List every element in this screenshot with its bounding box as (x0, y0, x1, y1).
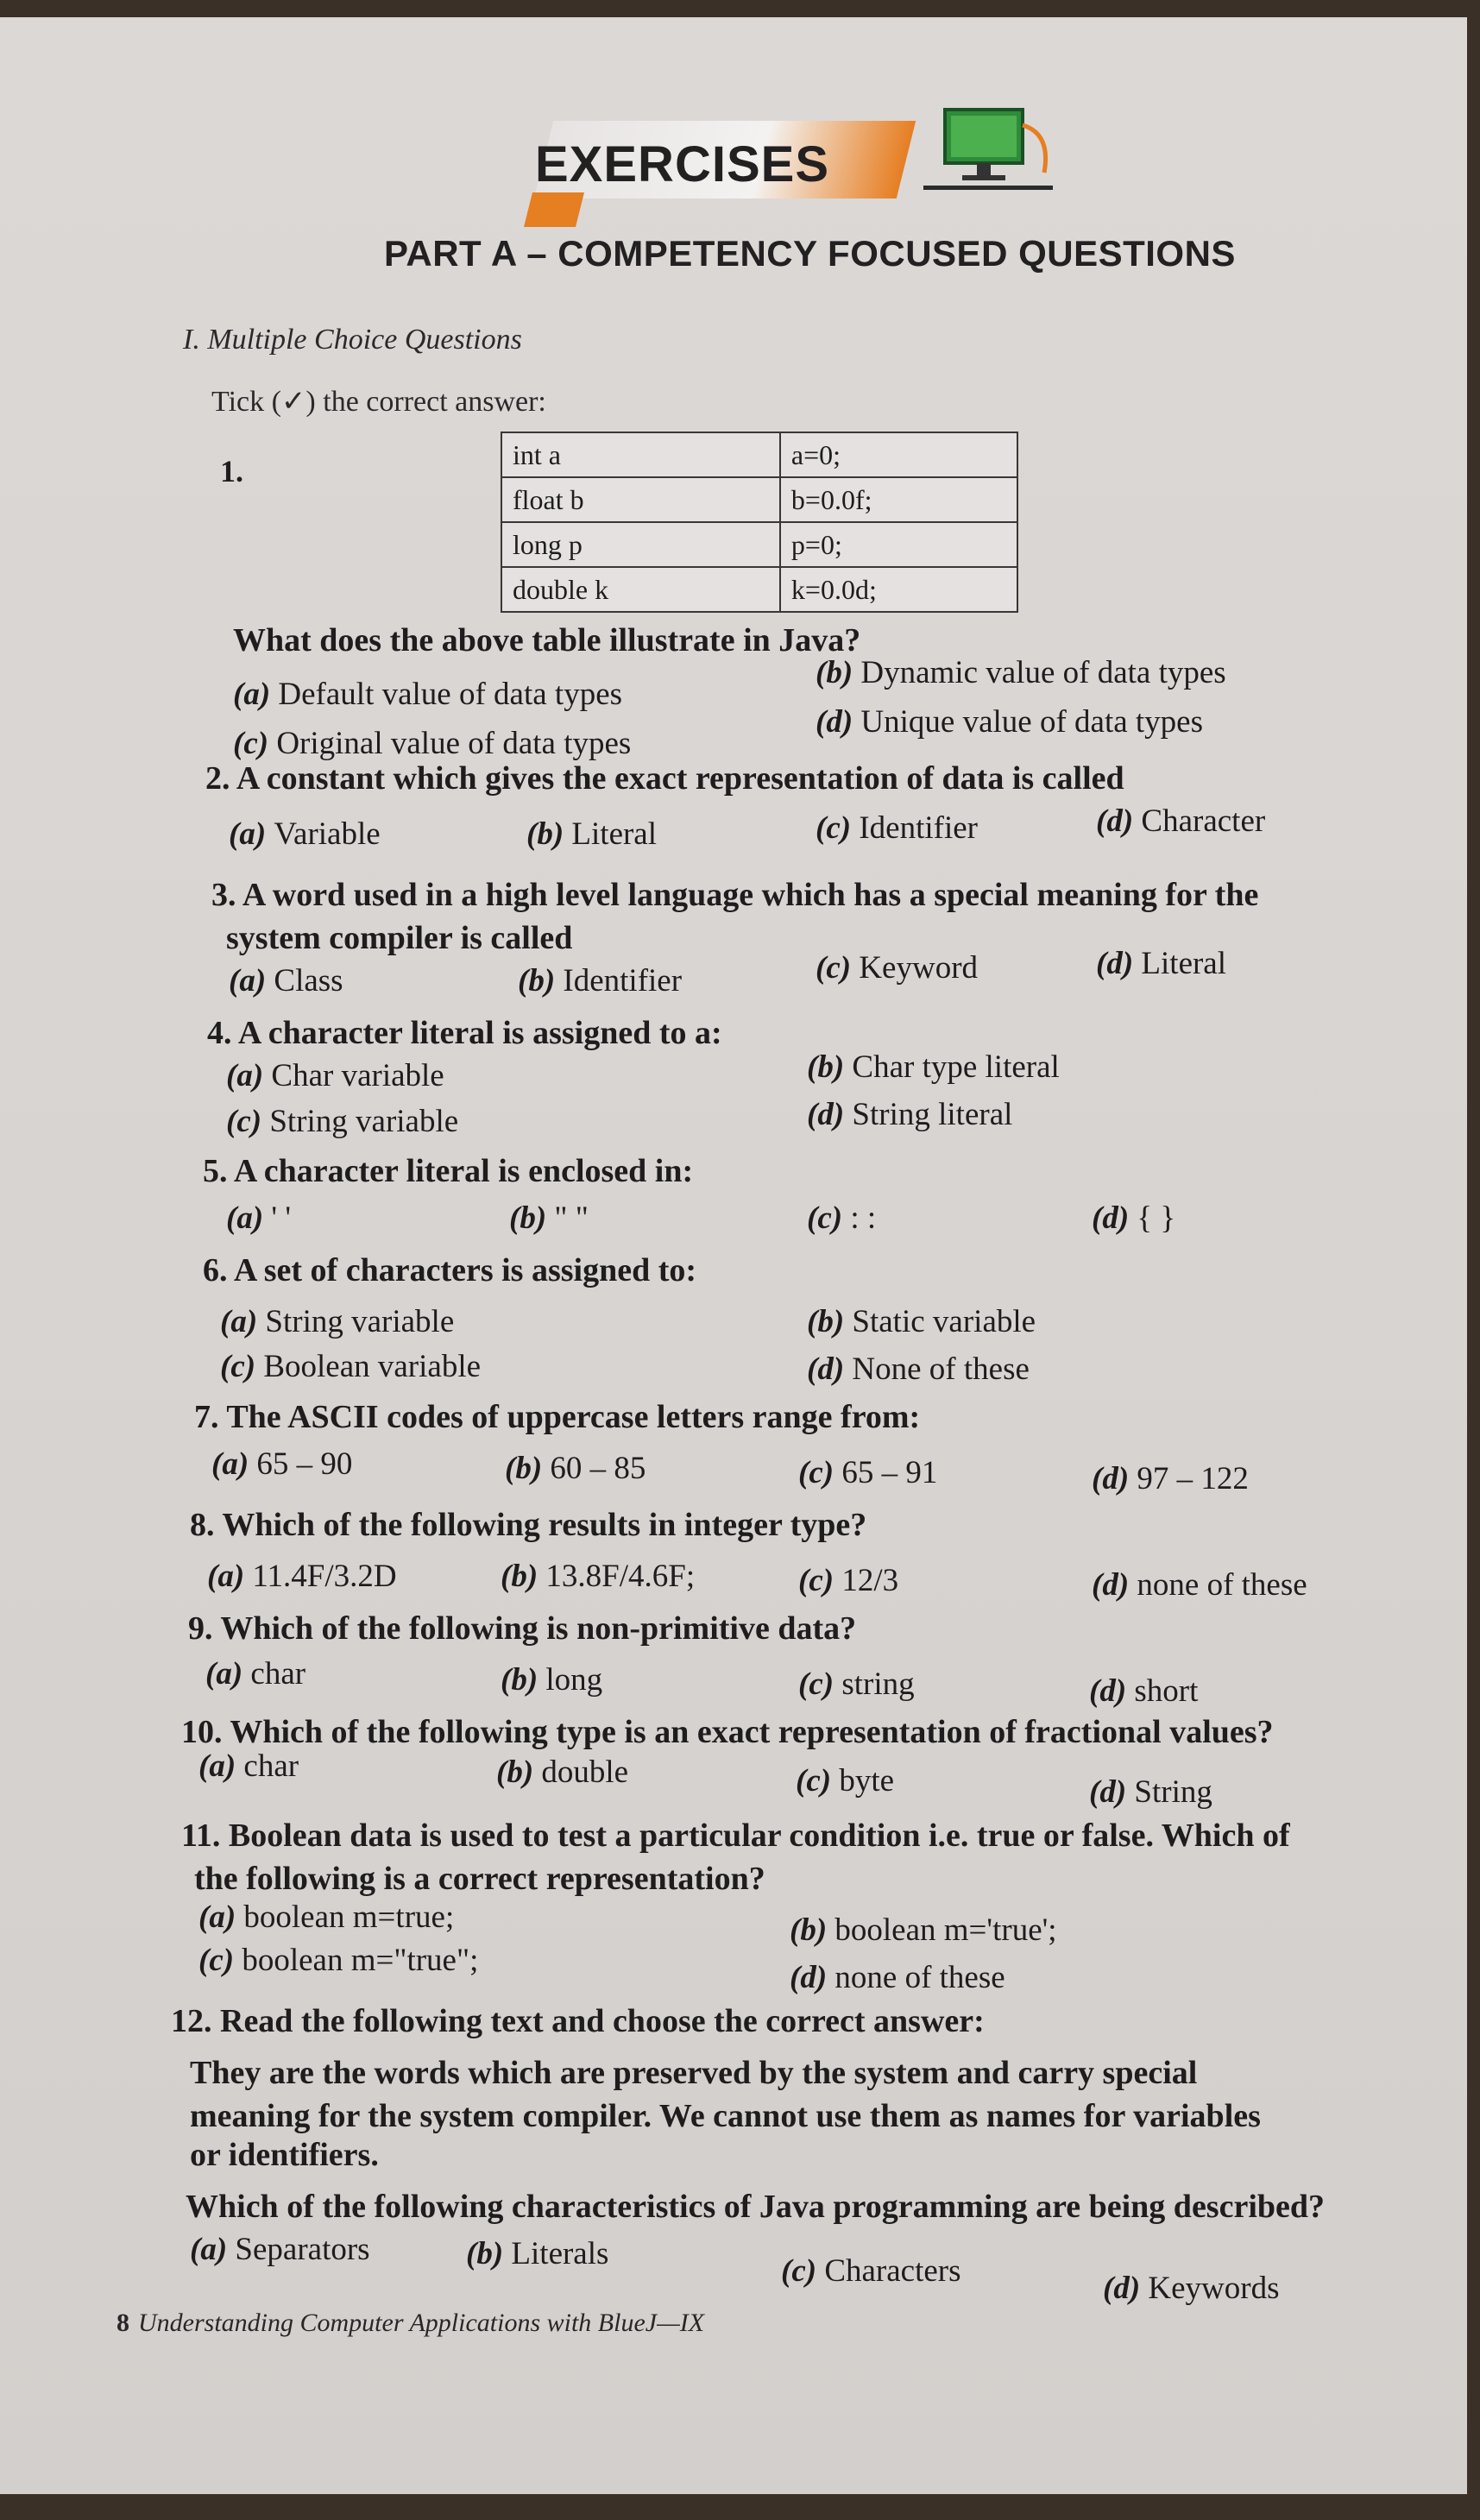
question-3-line-1: 3. A word used in a high level language which has a special meaning for the (211, 877, 1259, 913)
table-cell-type: double k (501, 567, 780, 612)
book-title: Understanding Computer Applications with BlueJ—IX (138, 2309, 705, 2337)
q9-option-c[interactable]: (c) string (798, 1666, 915, 1702)
table-cell-value: b=0.0f; (780, 477, 1017, 522)
q4-option-c[interactable]: (c) String variable (226, 1104, 459, 1139)
question-2-text: 2. A constant which gives the exact representation of data is called (205, 760, 1124, 797)
question-11-line-2: the following is a correct representation? (194, 1861, 765, 1897)
page-number: 8 (117, 2309, 129, 2337)
q12-option-d[interactable]: (d) Keywords (1103, 2271, 1280, 2306)
q1-option-c[interactable]: (c) Original value of data types (233, 726, 632, 761)
q5-option-a[interactable]: (a) ' ' (226, 1200, 291, 1236)
question-4-text: 4. A character literal is assigned to a: (207, 1015, 722, 1051)
table-row (501, 567, 1017, 612)
q5-option-d[interactable]: (d) { } (1092, 1200, 1176, 1236)
table-cell-type: float b (501, 477, 780, 522)
q12-passage-line-2: meaning for the system compiler. We cannot use them as names for variables (190, 2098, 1261, 2134)
q8-option-a[interactable]: (a) 11.4F/3.2D (207, 1559, 397, 1594)
q7-option-b[interactable]: (b) 60 – 85 (505, 1451, 646, 1486)
q9-option-a[interactable]: (a) char (205, 1656, 306, 1692)
page-footer (117, 2309, 704, 2338)
q4-option-b[interactable]: (b) Char type literal (807, 1049, 1060, 1085)
q7-option-c[interactable]: (c) 65 – 91 (798, 1455, 938, 1490)
q11-option-a[interactable]: (a) boolean m=true; (198, 1899, 455, 1935)
part-title: PART A – COMPETENCY FOCUSED QUESTIONS (384, 233, 1236, 274)
q10-option-a[interactable]: (a) char (198, 1748, 299, 1784)
q2-option-b[interactable]: (b) Literal (526, 816, 658, 852)
q12-prompt: Which of the following characteristics of Java programming are being described? (186, 2189, 1326, 2225)
table-cell-type: long p (501, 522, 780, 567)
q12-option-b[interactable]: (b) Literals (466, 2236, 609, 2271)
section-title: I. Multiple Choice Questions (183, 324, 522, 356)
q10-option-d[interactable]: (d) String (1089, 1774, 1212, 1810)
table-row (501, 477, 1017, 522)
question-10-text: 10. Which of the following type is an exact representation of fractional values? (181, 1714, 1274, 1750)
textbook-page (0, 17, 1467, 2494)
question-7-text: 7. The ASCII codes of uppercase letters range from: (194, 1399, 921, 1435)
question-6-text: 6. A set of characters is assigned to: (203, 1252, 697, 1288)
q10-option-c[interactable]: (c) byte (796, 1763, 895, 1799)
instruction-text: Tick (✓) the correct answer: (211, 386, 546, 418)
q6-option-d[interactable]: (d) None of these (807, 1351, 1030, 1387)
exercises-title: EXERCISES (535, 136, 829, 192)
question-8-text: 8. Which of the following results in integer type? (190, 1507, 867, 1543)
q3-option-b[interactable]: (b) Identifier (518, 963, 683, 999)
q1-option-a[interactable]: (a) Default value of data types (233, 677, 623, 712)
q2-option-a[interactable]: (a) Variable (229, 816, 381, 852)
question-3-line-2: system compiler is called (226, 920, 573, 956)
q12-passage-line-1: They are the words which are preserved by the system and carry special (190, 2055, 1198, 2091)
q11-option-d[interactable]: (d) none of these (790, 1960, 1005, 1995)
question-1-number: 1. (220, 454, 243, 488)
banner-accent (524, 192, 584, 227)
q12-passage-line-3: or identifiers. (190, 2137, 379, 2173)
q12-option-c[interactable]: (c) Characters (781, 2253, 961, 2289)
q4-option-a[interactable]: (a) Char variable (226, 1058, 444, 1093)
q10-option-b[interactable]: (b) double (496, 1755, 629, 1790)
q1-option-b[interactable]: (b) Dynamic value of data types (816, 655, 1226, 690)
exercises-header (518, 99, 1122, 211)
q7-option-d[interactable]: (d) 97 – 122 (1092, 1461, 1249, 1496)
q1-option-d[interactable]: (d) Unique value of data types (816, 704, 1203, 740)
table-row (501, 522, 1017, 567)
q9-option-d[interactable]: (d) short (1089, 1673, 1199, 1709)
q11-option-c[interactable]: (c) boolean m="true"; (198, 1943, 479, 1978)
q5-option-c[interactable]: (c) : : (807, 1200, 877, 1236)
question-11-line-1: 11. Boolean data is used to test a particular condition i.e. true or false. Which of (181, 1818, 1290, 1854)
q2-option-d[interactable]: (d) Character (1096, 803, 1266, 839)
computer-monitor-icon (923, 99, 1053, 194)
table-cell-value: a=0; (780, 432, 1017, 477)
q8-option-d[interactable]: (d) none of these (1092, 1567, 1307, 1603)
table-cell-type: int a (501, 432, 780, 477)
q11-option-b[interactable]: (b) boolean m='true'; (790, 1912, 1057, 1948)
question-5-text: 5. A character literal is enclosed in: (203, 1153, 694, 1189)
q8-option-b[interactable]: (b) 13.8F/4.6F; (501, 1559, 696, 1594)
q4-option-d[interactable]: (d) String literal (807, 1097, 1013, 1132)
table-cell-value: k=0.0d; (780, 567, 1017, 612)
q3-option-d[interactable]: (d) Literal (1096, 946, 1227, 981)
q3-option-a[interactable]: (a) Class (229, 963, 343, 999)
q2-option-c[interactable]: (c) Identifier (816, 810, 978, 846)
q6-option-b[interactable]: (b) Static variable (807, 1304, 1036, 1339)
question-12-text: 12. Read the following text and choose the correct answer: (171, 2003, 985, 2039)
q3-option-c[interactable]: (c) Keyword (816, 950, 979, 986)
default-values-table (501, 432, 1018, 613)
question-9-text: 9. Which of the following is non-primitive data? (188, 1610, 857, 1647)
question-1-text: What does the above table illustrate in Java? (233, 622, 861, 658)
q6-option-c[interactable]: (c) Boolean variable (220, 1349, 482, 1384)
q12-option-a[interactable]: (a) Separators (190, 2232, 370, 2267)
table-row (501, 432, 1017, 477)
q5-option-b[interactable]: (b) " " (509, 1200, 589, 1236)
table-cell-value: p=0; (780, 522, 1017, 567)
q8-option-c[interactable]: (c) 12/3 (798, 1563, 899, 1598)
q9-option-b[interactable]: (b) long (501, 1662, 603, 1698)
q7-option-a[interactable]: (a) 65 – 90 (211, 1446, 353, 1482)
q6-option-a[interactable]: (a) String variable (220, 1304, 455, 1339)
